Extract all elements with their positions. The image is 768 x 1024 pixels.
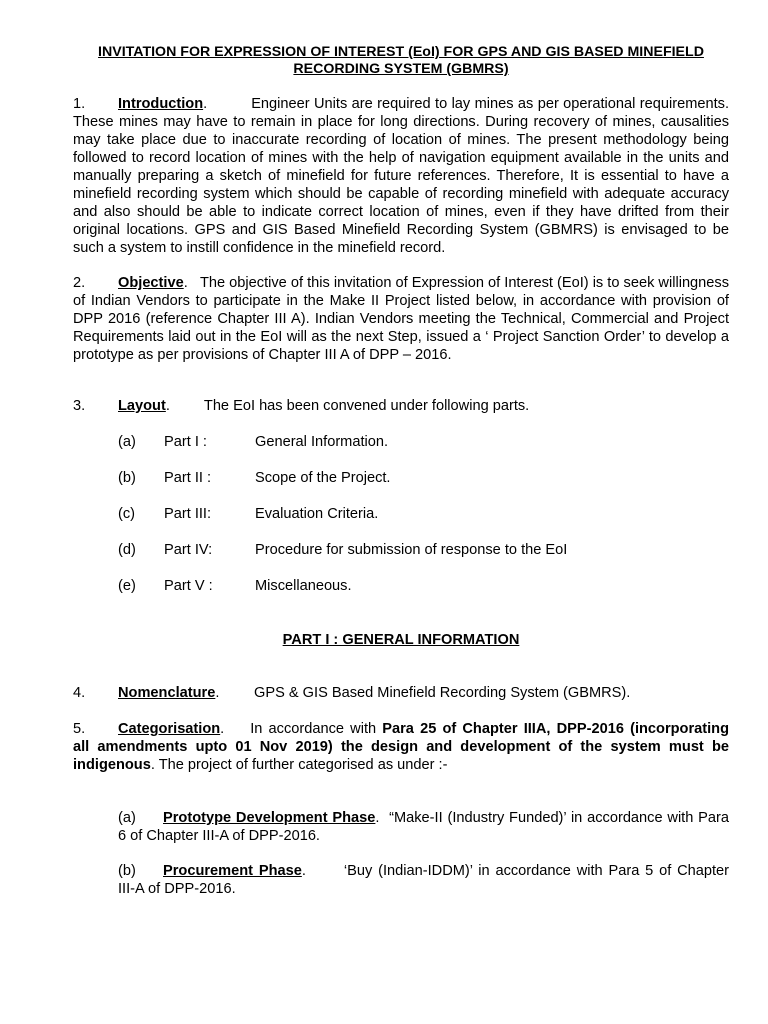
nomenclature-text: GPS & GIS Based Minefield Recording System (GBMRS).: [254, 685, 631, 701]
title-line-1: INVITATION FOR EXPRESSION OF INTEREST (EoI) FOR GPS AND GIS BASED MINEFIELD: [98, 44, 704, 60]
phase-prototype: (a) Prototype Development Phase. “Make-II (Industry Funded)’ in accordance with Para 6 of Chapter III-A of DPP-2016.: [118, 810, 730, 844]
item-letter: (a): [118, 434, 136, 450]
item-letter: (d): [118, 542, 136, 558]
item-desc: General Information.: [255, 434, 389, 450]
objective-paragraph: 2. Objective. The objective of this invitation of Expression of Interest (EoI) is to seek willingness of Indian Vendors to participate in the Make II Project listed below, in accordance with provision of DPP 2016 (reference Chapter III A). Indian Vendors meeting the Technical, Commercial and Project Requirements laid out in the EoI will as the next Step, issued a ‘ Project Sanction Order’ to develop a prototype as per provisions of Chapter III A of DPP – 2016.: [73, 275, 730, 363]
item-letter: (b): [118, 863, 136, 879]
introduction-text: Engineer Units are required to lay mines as per operational requirements. These mines may have to remain in place for long directions. During recovery of mines, causalities may take place due to inaccurate recording of location of mines. The present methodology being followed to record location of mines with the help of navigation equipment available in the units and manually preparing a sketch of minefield for future references. Therefore, It is essential to have a minefield recording system which should be capable of recording minefield with adequate accuracy and also should be able to indicate correct location of mines, even if they have drifted from their original locations. GPS and GIS Based Minefield Recording System (GBMRS) is envisaged to be such a system to instill confidence in the minefield record.: [73, 96, 729, 256]
item-desc: Evaluation Criteria.: [255, 506, 379, 522]
list-item: [73, 505, 729, 523]
list-item: [73, 469, 729, 487]
categorisation-text-tail: . The project of further categorised as under :-: [150, 757, 448, 773]
paragraph-number: 1.: [73, 96, 86, 112]
phase-text: ‘Buy (Indian-IDDM)’ in accordance with Para 5 of Chapter III-A of DPP-2016.: [118, 863, 729, 897]
paragraph-number: 5.: [73, 721, 86, 737]
phase-procurement: (b) Procurement Phase. ‘Buy (Indian-IDDM)’ in accordance with Para 5 of Chapter III-A of DPP-2016.: [118, 863, 729, 897]
categorisation-text-lead: In accordance with: [250, 721, 383, 737]
item-part: Part II :: [164, 470, 212, 486]
paragraph-number: 2.: [73, 275, 86, 291]
document-title: [73, 44, 729, 78]
list-item: [73, 541, 729, 559]
item-desc: Miscellaneous.: [255, 578, 352, 594]
list-item: [73, 433, 729, 451]
nomenclature-label: Nomenclature: [118, 685, 216, 701]
categorisation-text-bold: Para 25 of Chapter IIIA, DPP-2016 (incorporating all amendments upto 01 Nov 2019) the design and development of the system must be indigenous: [73, 721, 729, 773]
nomenclature-paragraph: 4. Nomenclature. GPS & GIS Based Minefield Recording System (GBMRS).: [73, 685, 631, 701]
layout-text: The EoI has been convened under following parts.: [203, 398, 530, 414]
objective-label: Objective: [118, 275, 184, 291]
paragraph-number: 3.: [73, 398, 86, 414]
phase-label: Prototype Development Phase: [163, 810, 376, 826]
item-letter: (b): [118, 470, 136, 486]
part-one-heading: PART I : GENERAL INFORMATION: [282, 632, 520, 648]
layout-paragraph: 3. Layout. The EoI has been convened under following parts.: [73, 398, 530, 414]
item-letter: (a): [118, 810, 136, 826]
phase-label: Procurement Phase: [163, 863, 302, 879]
item-part: Part I :: [164, 434, 207, 450]
introduction-label: Introduction: [118, 96, 204, 112]
objective-text: The objective of this invitation of Expression of Interest (EoI) is to seek willingness of Indian Vendors to participate in the Make II Project listed below, in accordance with provision of DPP 2016 (reference Chapter III A). Indian Vendors meeting the Technical, Commercial and Project Requirements laid out in the EoI will as the next Step, issued a ‘ Project Sanction Order’ to develop a prototype as per provisions of Chapter III A of DPP – 2016.: [73, 275, 730, 363]
item-letter: (e): [118, 578, 136, 594]
paragraph-number: 4.: [73, 685, 86, 701]
categorisation-paragraph: 5. Categorisation. In accordance with Para 25 of Chapter IIIA, DPP-2016 (incorporating all amendments upto 01 Nov 2019) the design and development of the system must be indigenous. The project of further categorised as under :-: [73, 721, 729, 773]
title-line-2: RECORDING SYSTEM (GBMRS): [293, 61, 509, 77]
list-item: [73, 577, 729, 595]
document-page: [73, 44, 729, 898]
item-desc: Procedure for submission of response to the EoI: [255, 542, 568, 558]
layout-parts-list: [73, 433, 729, 595]
item-letter: (c): [118, 506, 136, 522]
item-part: Part III:: [164, 506, 212, 522]
categorisation-label: Categorisation: [118, 721, 221, 737]
introduction-paragraph: 1. Introduction. Engineer Units are required to lay mines as per operational requirements. These mines may have to remain in place for long directions. During recovery of mines, causalities may take place due to inaccurate recording of location of mines. The present methodology being followed to record location of mines with the help of navigation equipment available in the units and manually preparing a sketch of minefield for future references. Therefore, It is essential to have a minefield recording system which should be capable of recording minefield with adequate accuracy and also should be able to indicate correct location of mines, even if they have drifted from their original locations. GPS and GIS Based Minefield Recording System (GBMRS) is envisaged to be such a system to instill confidence in the minefield record.: [73, 96, 729, 256]
phase-text: “Make-II (Industry Funded)’ in accordance with Para 6 of Chapter III-A of DPP-2016.: [118, 810, 730, 844]
item-part: Part IV:: [164, 542, 213, 558]
layout-label: Layout: [118, 398, 166, 414]
item-desc: Scope of the Project.: [255, 470, 391, 486]
item-part: Part V :: [164, 578, 213, 594]
